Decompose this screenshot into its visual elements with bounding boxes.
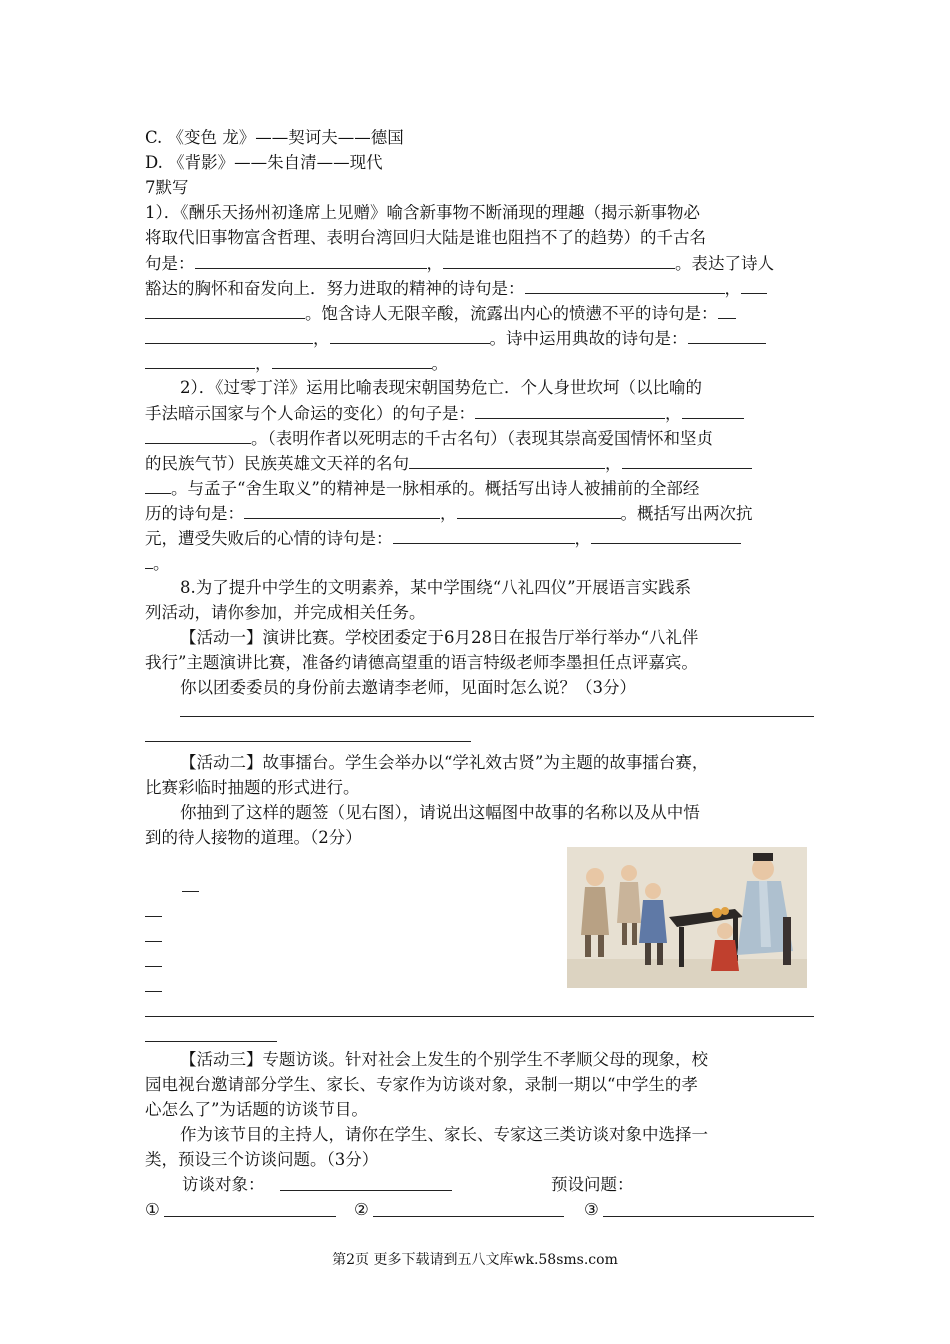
answer-blank[interactable] — [145, 300, 305, 319]
q7-p1-line1: 1）．《酬乐天扬州初逢席上见赠》喻含新事物不断涌现的理趣（揭示新事物必 — [145, 203, 700, 222]
q7-title: 7默写 — [145, 178, 189, 197]
activity3-line3: 心怎么了”为话题的访谈节目。 — [145, 1100, 368, 1119]
q7-p1-line5: 。饱含诗人无限辛酸，流露出内心的愤懑不平的诗句是： — [145, 300, 736, 326]
question-2-number: ② — [354, 1200, 369, 1219]
answer-blank[interactable] — [457, 500, 621, 519]
q7-p2-line4: 的民族气节）民族英雄文天祥的名句 ， — [145, 450, 752, 476]
answer-line[interactable] — [145, 1016, 814, 1017]
question-2-input[interactable] — [373, 1216, 564, 1217]
page-footer: 第2页 更多下载请到五八文库wk.58sms.com — [332, 1252, 618, 1268]
activity2-line3: 你抽到了这样的题签（见右图），请说出这幅图中故事的名称以及从中悟 — [180, 803, 700, 822]
q7-p2-line8: 。 — [145, 550, 170, 576]
answer-blank[interactable] — [622, 450, 752, 469]
q8-intro-2: 列活动，请你参加，并完成相关任务。 — [145, 603, 426, 622]
question-1-number: ① — [145, 1200, 160, 1219]
answer-dash[interactable] — [145, 916, 162, 917]
q7-p1-line3: 句是： ， 。表达了诗人 — [145, 250, 774, 276]
preset-questions-label: 预设问题： — [551, 1175, 634, 1194]
activity2-line1: 【活动二】故事擂台。学生会举办以“学礼效古贤”为主题的故事擂台赛， — [180, 753, 709, 772]
option-c: C. 《变色 龙》——契诃夫——德国 — [145, 128, 404, 147]
answer-blank[interactable] — [443, 250, 675, 269]
option-d: D. 《背影》——朱自清——现代 — [145, 153, 383, 172]
answer-line[interactable] — [180, 716, 814, 717]
activity2-line2: 比赛彩临时抽题的形式进行。 — [145, 778, 360, 797]
answer-blank[interactable] — [145, 550, 153, 569]
answer-dash[interactable] — [182, 891, 199, 892]
answer-blank[interactable] — [330, 325, 490, 344]
q7-p2-line6: 历的诗句是： ， 。概括写出两次抗 — [145, 500, 753, 526]
activity3-line5: 类，预设三个访谈问题。（3分） — [145, 1150, 379, 1169]
activity3-line2: 园电视台邀请部分学生、家长、专家作为访谈对象，录制一期以“中学生的孝 — [145, 1075, 698, 1094]
answer-blank[interactable] — [475, 400, 665, 419]
question-3-number: ③ — [584, 1200, 599, 1219]
answer-blank[interactable] — [741, 275, 767, 294]
activity3-line4: 作为该节目的主持人，请你在学生、家长、专家这三类访谈对象中选择一 — [180, 1125, 708, 1144]
answer-blank[interactable] — [145, 350, 255, 369]
q7-p2-line3: 。（表明作者以死明志的千古名句）（表现其崇高爱国情怀和坚贞 — [145, 425, 713, 451]
activity3-line1: 【活动三】专题访谈。针对社会上发生的个别学生不孝顺父母的现象，校 — [180, 1050, 708, 1069]
answer-blank[interactable] — [145, 425, 251, 444]
answer-dash[interactable] — [145, 991, 162, 992]
answer-line[interactable] — [145, 1041, 277, 1042]
q8-intro-1: 8.为了提升中学生的文明素养，某中学围绕“八礼四仪”开展语言实践系 — [180, 578, 692, 597]
answer-blank[interactable] — [244, 500, 440, 519]
answer-blank[interactable] — [682, 400, 744, 419]
answer-blank[interactable] — [393, 525, 575, 544]
answer-blank[interactable] — [591, 525, 741, 544]
activity1-line2: 我行”主题演讲比赛，准备约请德高望重的语言特级老师李墨担任点评嘉宾。 — [145, 653, 698, 672]
q7-p2-line5: 。与孟子“舍生取义”的精神是一脉相承的。概括写出诗人被捕前的全部经 — [145, 475, 699, 501]
answer-blank[interactable] — [272, 350, 432, 369]
q7-p2-line2: 手法暗示国家与个人命运的变化）的句子是： ， — [145, 400, 744, 426]
activity1-line1: 【活动一】演讲比赛。学校团委定于6月28日在报告厅举行举办“八礼伴 — [180, 628, 699, 647]
q7-p1-line6: ， 。诗中运用典故的诗句是： — [145, 325, 766, 351]
answer-blank[interactable] — [688, 325, 766, 344]
interview-target-label: 访谈对象： — [182, 1175, 265, 1194]
answer-blank[interactable] — [145, 475, 171, 494]
answer-dash[interactable] — [145, 941, 162, 942]
answer-dash[interactable] — [145, 966, 162, 967]
question-1-input[interactable] — [164, 1216, 336, 1217]
q7-p1-line7: ， 。 — [145, 350, 448, 376]
answer-blank[interactable] — [718, 300, 736, 319]
story-illustration — [567, 847, 807, 988]
answer-blank[interactable] — [409, 450, 605, 469]
answer-blank[interactable] — [195, 250, 427, 269]
answer-blank[interactable] — [525, 275, 725, 294]
activity2-line4: 到的待人接物的道理。（2分） — [145, 828, 362, 847]
interview-target-input[interactable] — [280, 1190, 452, 1191]
answer-line[interactable] — [145, 741, 471, 742]
activity1-line3: 你以团委委员的身份前去邀请李老师，见面时怎么说？（3分） — [180, 678, 636, 697]
q7-p1-line2: 将取代旧事物富含哲理、表明台湾回归大陆是谁也阻挡不了的趋势）的千古名 — [145, 228, 706, 247]
q7-p1-line4: 豁达的胸怀和奋发向上．努力进取的精神的诗句是： ， — [145, 275, 767, 301]
q7-p2-line1: 2）．《过零丁洋》运用比喻表现宋朝国势危亡．个人身世坎坷（以比喻的 — [180, 378, 702, 397]
answer-blank[interactable] — [145, 325, 313, 344]
q7-p2-line7: 元，遭受失败后的心情的诗句是： ， — [145, 525, 741, 551]
question-3-input[interactable] — [603, 1216, 814, 1217]
